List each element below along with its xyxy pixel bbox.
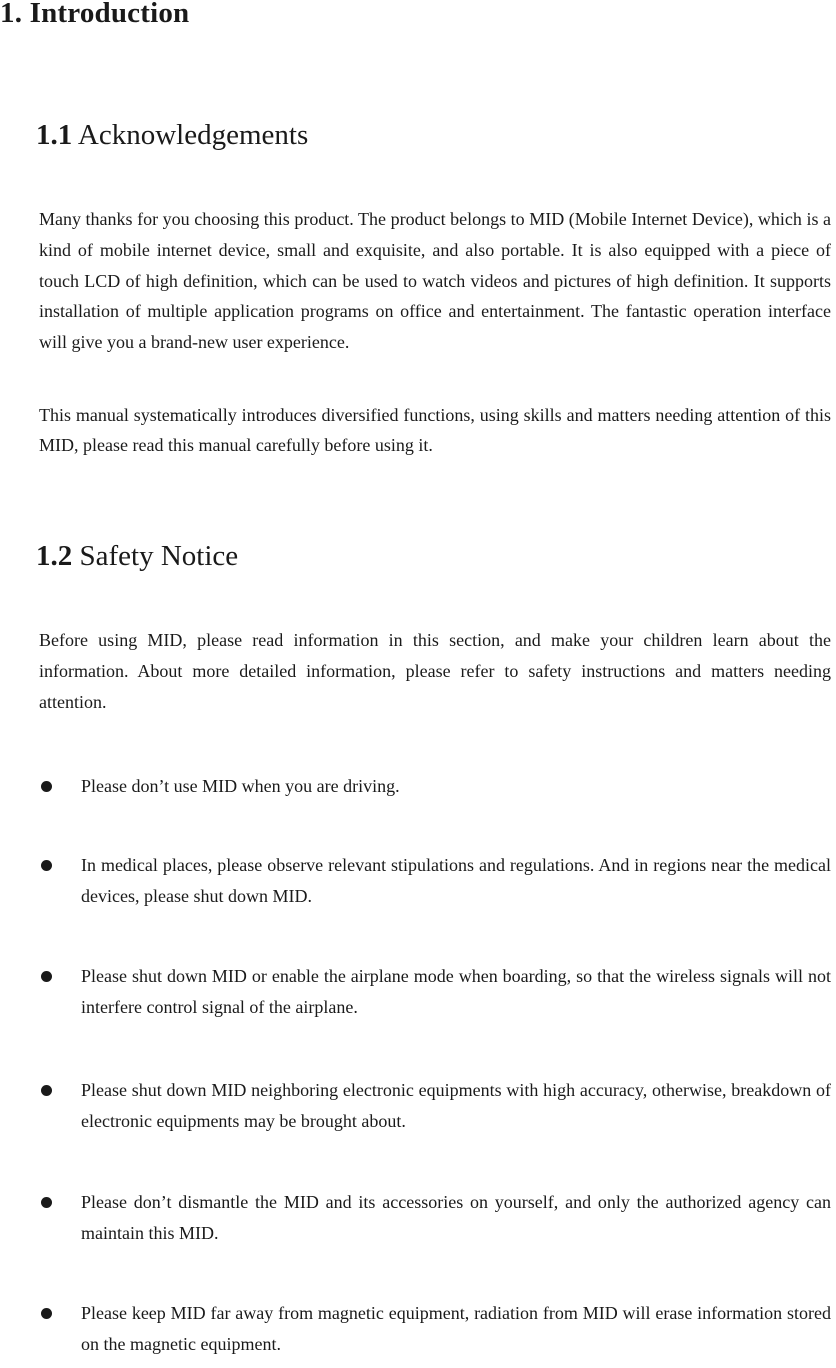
bullet-icon (41, 781, 52, 792)
bullet-text: Please shut down MID neighboring electronic equipments with high accuracy, otherwise, breakdown of electronic equipments may be brought about. (81, 1080, 831, 1131)
bullet-icon (41, 1085, 52, 1096)
list-item (0, 1187, 836, 1257)
section-title: Safety Notice (79, 540, 239, 572)
list-item (0, 850, 836, 920)
section-number: 1.2 (36, 540, 73, 572)
bullet-text: Please shut down MID or enable the airplane mode when boarding, so that the wireless signals will not interfere control signal of the airplane. (81, 966, 831, 1017)
bullet-text: Please keep MID far away from magnetic equipment, radiation from MID will erase information stored on the magnetic equipment. (81, 1303, 831, 1354)
acknowledgements-paragraph-2: This manual systematically introduces diversified functions, using skills and matters needing attention of this MID, please read this manual carefully before using it. (39, 405, 831, 455)
bullet-text: Please don’t use MID when you are driving. (81, 776, 400, 796)
list-item (0, 771, 836, 841)
bullet-text: Please don’t dismantle the MID and its accessories on yourself, and only the authorized agency can maintain this MID. (81, 1192, 831, 1243)
list-item (0, 1075, 836, 1145)
acknowledgements-paragraph-1: Many thanks for you choosing this product. The product belongs to MID (Mobile Internet Device), which is a kind of mobile internet device, small and exquisite, and also portable. It is also equipped with a piece of touch LCD of high definition, which can be used to watch videos and pictures of high definition. It supports installation of multiple application programs on office and entertainment. The fantastic operation interface will give you a brand-new user experience. (39, 209, 831, 353)
list-item (0, 961, 836, 1031)
section-title: Acknowledgements (77, 119, 309, 151)
section-number: 1.1 (36, 119, 73, 151)
bullet-icon (41, 1308, 52, 1319)
section-heading-acknowledgements (36, 117, 308, 153)
bullet-icon (41, 1197, 52, 1208)
chapter-title: 1. Introduction (0, 0, 190, 29)
bullet-icon (41, 860, 52, 871)
safety-intro-paragraph: Before using MID, please read information in this section, and make your children learn about the information. About more detailed information, please refer to safety instructions and matters needing attention. (39, 630, 831, 712)
section-heading-safety-notice (36, 538, 238, 574)
bullet-icon (41, 971, 52, 982)
bullet-text: In medical places, please observe relevant stipulations and regulations. And in regions near the medical devices, please shut down MID. (81, 855, 831, 906)
